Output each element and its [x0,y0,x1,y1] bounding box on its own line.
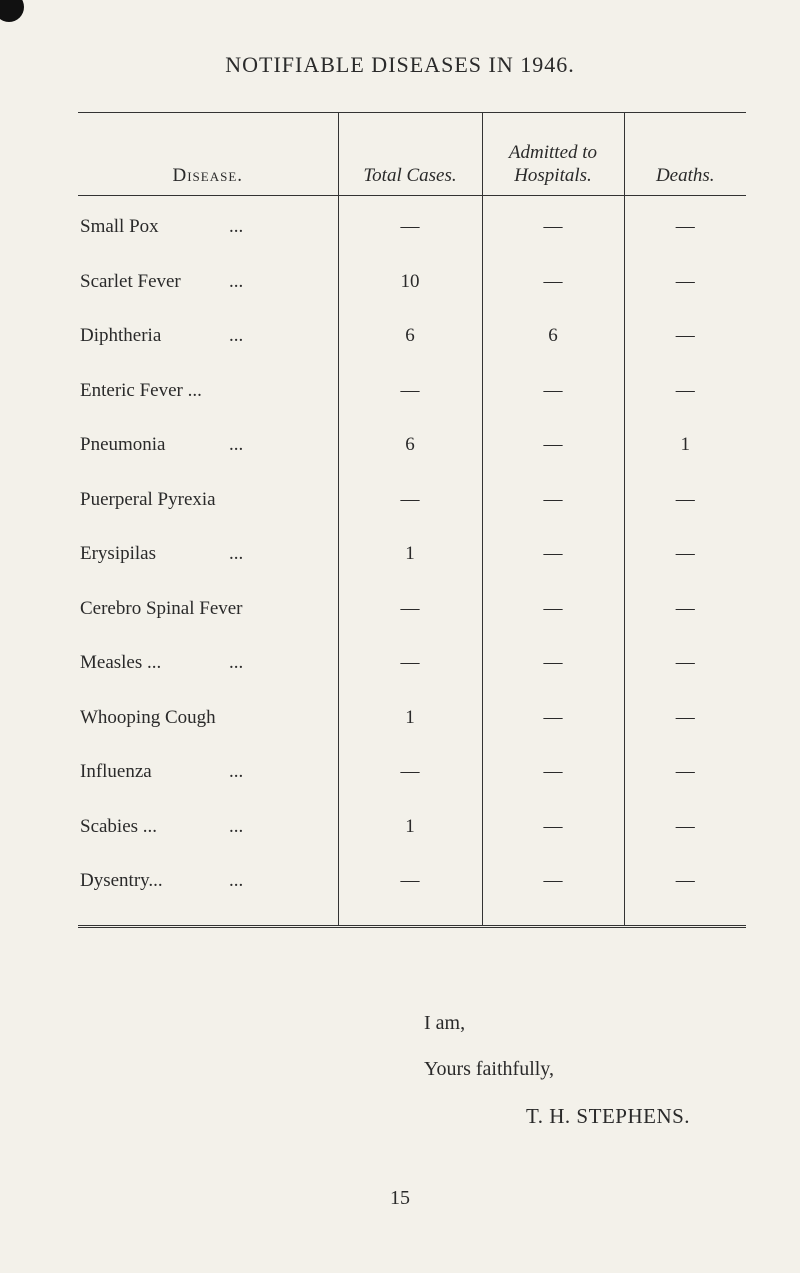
disease-cell [78,527,338,582]
disease-name: Cerebro Spinal Fever [80,597,243,619]
disease-name: Enteric Fever ... [80,379,202,401]
total-cases-cell: — [338,582,482,637]
deaths-cell: — [624,309,746,364]
table-row [78,854,746,926]
table-row [78,745,746,800]
total-cases-cell: — [338,745,482,800]
admitted-cell: — [482,473,624,528]
total-cases-cell: — [338,196,482,255]
admitted-cell: — [482,364,624,419]
disease-cell [78,473,338,528]
deaths-cell: — [624,196,746,255]
admitted-cell: — [482,745,624,800]
admitted-cell: 6 [482,309,624,364]
disease-name: Scarlet Fever [80,270,181,292]
admitted-cell: — [482,691,624,746]
page-number: 15 [390,1187,410,1209]
table-row [78,418,746,473]
admitted-cell: — [482,527,624,582]
total-cases-cell: — [338,636,482,691]
column-header-disease: Disease. [78,113,338,196]
table-row [78,527,746,582]
table-row [78,196,746,255]
leader-dots: ... [229,652,244,674]
disease-cell [78,364,338,419]
deaths-cell: 1 [624,418,746,473]
table-row [78,582,746,637]
disease-name: Erysipilas [80,543,156,565]
admitted-cell: — [482,196,624,255]
signature: T. H. STEPHENS. [526,1104,691,1128]
leader-dots: ... [229,543,244,565]
total-cases-cell: — [338,473,482,528]
leader-dots: ... [229,761,244,783]
disease-cell [78,196,338,255]
admitted-cell: — [482,582,624,637]
admitted-cell: — [482,636,624,691]
disease-name: Measles ... [80,652,162,674]
admitted-cell: — [482,255,624,310]
closing-line: I am, [424,1012,466,1034]
table-row [78,800,746,855]
leader-dots: ... [229,434,244,456]
disease-name: Pneumonia [80,434,166,456]
deaths-cell: — [624,582,746,637]
leader-dots: ... [229,216,244,238]
total-cases-cell: 1 [338,800,482,855]
leader-dots: ... [229,815,244,837]
disease-cell [78,745,338,800]
disease-name: Scabies ... [80,815,158,837]
total-cases-cell: — [338,854,482,926]
deaths-cell: — [624,854,746,926]
disease-cell [78,418,338,473]
disease-cell [78,636,338,691]
disease-name: Diphtheria [80,325,162,347]
disease-name: Dysentry... [80,870,163,892]
disease-cell [78,255,338,310]
disease-cell [78,309,338,364]
disease-cell [78,854,338,926]
total-cases-cell: 6 [338,309,482,364]
punch-hole-mark [0,0,24,22]
total-cases-cell: 10 [338,255,482,310]
deaths-cell: — [624,527,746,582]
total-cases-cell: 6 [338,418,482,473]
notifiable-diseases-table [78,112,746,928]
table-row [78,364,746,419]
disease-name: Small Pox [80,216,159,238]
table-row [78,309,746,364]
disease-name: Influenza [80,761,152,783]
total-cases-cell: — [338,364,482,419]
total-cases-cell: 1 [338,691,482,746]
admitted-cell: — [482,854,624,926]
disease-cell [78,800,338,855]
disease-cell [78,691,338,746]
disease-name: Puerperal Pyrexia [80,488,216,510]
table-row [78,636,746,691]
deaths-cell: — [624,255,746,310]
deaths-cell: — [624,745,746,800]
total-cases-cell: 1 [338,527,482,582]
leader-dots: ... [229,325,244,347]
table-row [78,473,746,528]
disease-cell [78,582,338,637]
table-header-row [78,113,746,196]
column-header-deaths: Deaths. [624,113,746,196]
deaths-cell: — [624,800,746,855]
deaths-cell: — [624,473,746,528]
table-row [78,691,746,746]
admitted-cell: — [482,418,624,473]
disease-name: Whooping Cough [80,706,216,728]
page-title: NOTIFIABLE DISEASES IN 1946. [225,52,575,77]
deaths-cell: — [624,636,746,691]
leader-dots: ... [229,270,244,292]
valediction: Yours faithfully, [424,1058,555,1080]
table-row [78,255,746,310]
deaths-cell: — [624,364,746,419]
deaths-cell: — [624,691,746,746]
column-header-admitted: Admitted to Hospitals. [482,113,624,196]
admitted-cell: — [482,800,624,855]
leader-dots: ... [229,870,244,892]
column-header-total-cases: Total Cases. [338,113,482,196]
